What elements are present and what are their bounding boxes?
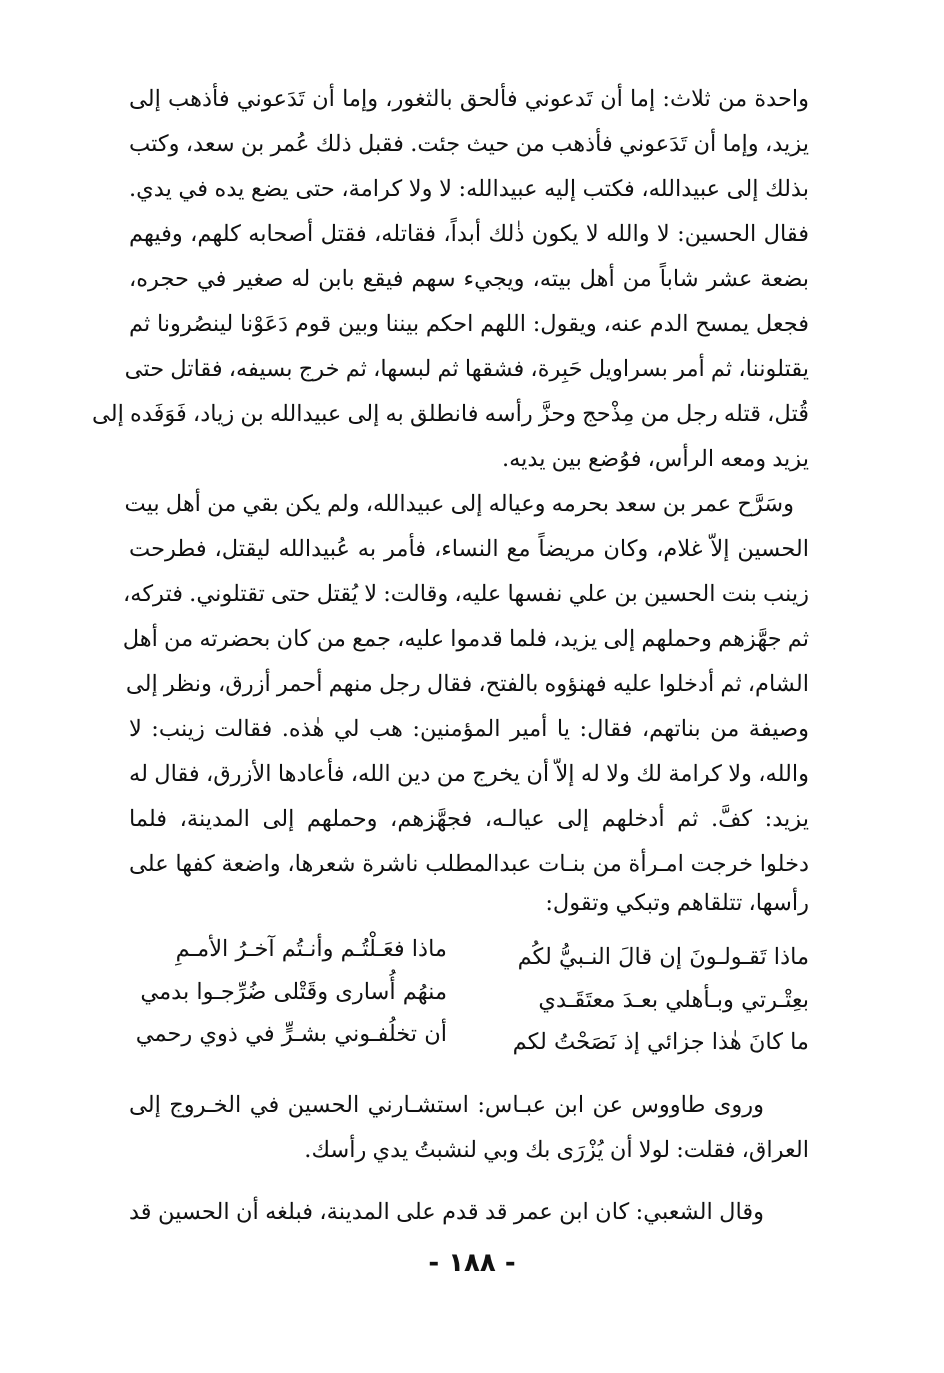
text-line: الشام، ثم أدخلوا عليه فهنؤوه بالفتح، فقال رجل منهم أحمر أزرق، ونظر إلى <box>125 671 809 697</box>
text-line: قُتل، قتله رجل من مِذْحج وحزَّ رأسه فانطلق به إلى عبيدالله بن زياد، فَوَفَده إلى <box>92 401 809 427</box>
page-number: - ١٨٨ - <box>428 1248 516 1278</box>
text-line: واحدة من ثلاث: إما أن تَدعوني فألحق بالثغور، وإما أن تَدَعوني فأذهب إلى <box>129 86 809 112</box>
verse-second-hemistich: منهُم أُسارى وقَتْلى ضُرِّجـوا بدمي <box>140 979 447 1005</box>
text-line: بضعة عشر شاباً من أهل بيته، ويجيء سهم فيقع بابن له صغير في حجره، <box>129 266 809 292</box>
verse-first-hemistich: ما كانَ هٰذا جزائي إذ نَصَحْتُ لكم <box>512 1029 809 1055</box>
text-line: ثم جهَّزهم وحملهم إلى يزيد، فلما قدموا عليه، جمع من كان بحضرته من أهل <box>122 626 809 652</box>
text-line: وروى طاووس عن ابن عبـاس: استشـارني الحسين في الخـروج إلى <box>129 1092 764 1118</box>
text-line: العراق، فقلت: لولا أن يُزْرَى بك وبي لنشبتُ يدي رأسك. <box>304 1137 809 1163</box>
text-line: والله، ولا كرامة لك ولا له إلاّ أن يخرج من دين الله، فأعادها الأزرق، فقال له <box>129 761 809 787</box>
text-line: فقال الحسين: لا والله لا يكون ذٰلك أبداً، فقاتله، فقتل أصحابه كلهم، وفيهم <box>129 221 809 247</box>
text-line: فجعل يمسح الدم عنه، ويقول: اللهم احكم بيننا وبين قوم دَعَوْنا لينصُرونا ثم <box>129 311 809 337</box>
verse-first-hemistich: ماذا تَقـولـونَ إن قالَ النـبيُّ لكُم <box>517 944 809 970</box>
text-line: يزيد، وإما أن تَدَعوني فأذهب من حيث جئت. فقبل ذلك عُمر بن سعد، وكتب <box>129 131 809 157</box>
text-line: يقتلوننا، ثم أمر بسراويل حَبِرة، فشقها ثم لبسها، ثم خرج بسيفه، فقاتل حتى <box>124 356 809 382</box>
text-line: وسَرَّح عمر بن سعد بحرمه وعياله إلى عبيدالله، ولم يكن بقي من أهل بيت <box>124 491 794 517</box>
text-line: وقال الشعبي: كان ابن عمر قد قدم على المدينة، فبلغه أن الحسين قد <box>129 1199 764 1225</box>
text-line: وصيفة من بناتهم، فقال: يا أمير المؤمنين: هب لي هٰذه. فقالت زينب: لا <box>129 716 809 742</box>
text-line: دخلوا خرجت امـرأة من بنـات عبدالمطلب ناشرة شعرها، واضعة كفها على <box>129 851 809 877</box>
text-line: يزيد: كفَّ. ثم أدخلهم إلى عيالـه، فجهَّزهم، وحملهم إلى المدينة، فلما <box>129 806 809 832</box>
text-line: الحسين إلاّ غلام، وكان مريضاً مع النساء، فأمر به عُبيدالله ليقتل، فطرحت <box>129 536 809 562</box>
text-line: زينب بنت الحسين بن علي نفسها عليه، وقالت: لا يُقتل حتى تقتلوني. فتركه، <box>123 581 809 607</box>
text-line: بذلك إلى عبيدالله، فكتب إليه عبيدالله: لا ولا كرامة، حتى يضع يده في يدي. <box>129 176 809 202</box>
text-line: رأسها، تتلقاهم وتبكي وتقول: <box>545 890 809 916</box>
verse-second-hemistich: ماذا فعَـلْتُـم وأنـتُم آخـرُ الأمـمِ <box>175 936 447 962</box>
verse-second-hemistich: أن تخلُفـوني بشـرٍّ في ذوي رحمي <box>135 1021 447 1047</box>
text-line: يزيد ومعه الرأس، فوُضع بين يديه. <box>501 446 809 472</box>
verse-first-hemistich: بعِتْـرتي وبـأهلي بعـدَ معتَقَـدي <box>538 987 809 1013</box>
